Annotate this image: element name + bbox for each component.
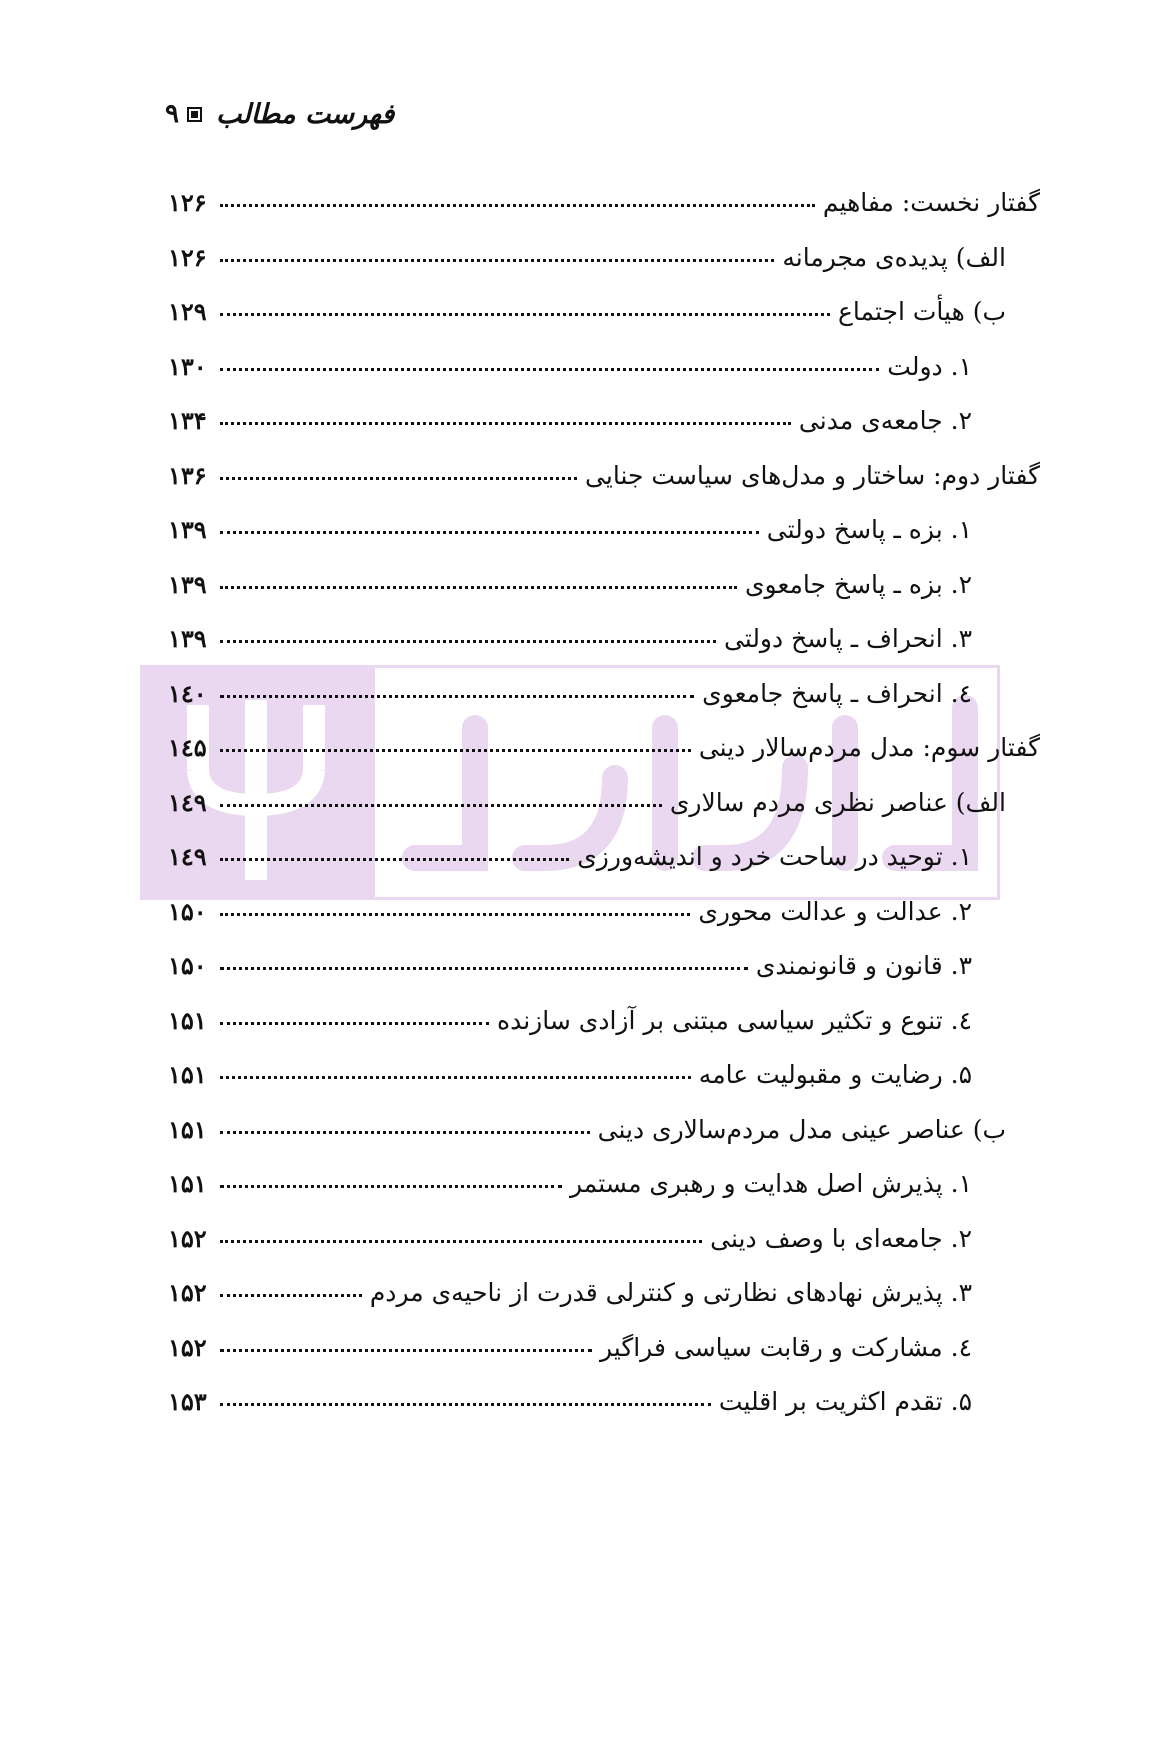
dot-leader [220,368,879,371]
toc-entry-title: ٤. مشارکت و رقابت سیاسی فراگیر [600,1332,972,1362]
dot-leader [220,1240,702,1243]
toc-entry [168,558,1040,613]
toc-entry-title: ب) عناصر عینی مدل مردم‌سالاری دینی [597,1114,1006,1144]
toc-entry [168,830,1040,885]
toc-entry [168,1375,1040,1430]
dot-leader [220,1185,562,1188]
toc-page-number: ۱۵۱ [168,1005,207,1035]
toc-page-number: ۱۵۳ [168,1387,207,1416]
toc-entry-title: الف) پدیده‌ی مجرمانه [782,242,1006,272]
toc-entry [168,1157,1040,1212]
square-icon [187,107,202,122]
toc-page-number: ۱٤۵ [168,733,207,762]
toc-page-number: ۱۵۲ [168,1332,207,1362]
toc-entry-title: ۲. عدالت و عدالت محوری [698,896,972,926]
toc-page-number: ۱٤۹ [168,787,207,817]
toc-entry-title: ب) هیأت اجتماع [838,297,1006,326]
dot-leader [220,1022,489,1025]
running-header [165,92,425,136]
toc-entry-title: گفتار سوم: مدل مردم‌سالار دینی [698,733,1040,762]
page-number: ۹ [165,99,179,129]
toc-entry-title: ۲. جامعه‌ای با وصف دینی [710,1223,972,1253]
toc-entry-title: ۲. جامعه‌ی مدنی [798,406,972,435]
toc-entry [168,1212,1040,1267]
toc-page-number: ۱۳۹ [168,569,207,599]
toc-entry [168,340,1040,395]
toc-entry-title: ۱. پذیرش اصل هدایت و رهبری مستمر [570,1169,972,1198]
toc-page-number: ۱۵۱ [168,1060,207,1089]
toc-page-number: ۱۳۹ [168,624,207,653]
toc-page-number: ۱۳۴ [168,406,207,435]
toc-entry-title: ٤. تنوع و تکثیر سیاسی مبتنی بر آزادی سازنده [497,1005,972,1035]
dot-leader [220,531,759,534]
toc-entry-title: ۱. توحید در ساحت خرد و اندیشه‌ورزی [577,842,972,871]
dot-leader [220,1131,590,1134]
toc-entry [168,449,1040,504]
dot-leader [220,858,569,861]
dot-leader [220,1403,711,1406]
toc-page-number: ۱۵۲ [168,1278,207,1307]
toc-page-number: ۱۵۰ [168,896,207,926]
toc-entry [168,776,1040,831]
toc-entry-title: ۵. رضایت و مقبولیت عامه [698,1060,972,1089]
dot-leader [220,1349,592,1352]
toc-page-number: ۱۲۶ [168,242,207,272]
toc-entry-title: الف) عناصر نظری مردم سالاری [669,787,1006,817]
dot-leader [220,640,716,643]
dot-leader [220,967,748,970]
dot-leader [220,313,830,316]
toc-page-number: ۱۲۹ [168,297,207,326]
toc-entry-title: گفتار نخست: مفاهیم [822,188,1040,217]
toc-entry-title: ۱. دولت [887,351,972,381]
toc-page-number: ۱۵۱ [168,1114,207,1144]
dot-leader [220,259,774,262]
toc-entry [168,667,1040,722]
page-title: فهرست مطالب [215,98,395,130]
toc-entry [168,612,1040,667]
table-of-contents [168,176,1040,1430]
toc-entry [168,285,1040,340]
toc-page-number: ۱۵۱ [168,1169,207,1198]
toc-entry-title: گفتار دوم: ساختار و مدل‌های سیاست جنایی [585,460,1040,490]
dot-leader [220,1076,691,1079]
dot-leader [220,422,791,425]
toc-entry-title: ۱. بزه ـ پاسخ دولتی [766,515,972,544]
dot-leader [220,913,690,916]
toc-entry-title: ۳. قانون و قانونمندی [755,951,972,980]
toc-page-number: ۱۵۰ [168,951,207,980]
toc-page-number: ۱۳۹ [168,515,207,544]
toc-entry [168,1321,1040,1376]
toc-entry-title: ۳. پذیرش نهادهای نظارتی و کنترلی قدرت از ناحیه‌ی مردم [369,1278,972,1307]
dot-leader [220,586,737,589]
toc-entry-title: ٤. انحراف ـ پاسخ جامعوی [702,678,972,708]
toc-page-number: ۱۲۶ [168,188,207,217]
toc-entry [168,394,1040,449]
toc-entry [168,176,1040,231]
toc-page-number: ۱۳۶ [168,460,207,490]
toc-page-number: ۱٤۰ [168,678,207,708]
toc-entry-title: ۳. انحراف ـ پاسخ دولتی [723,624,972,653]
toc-page-number: ۱۵۲ [168,1223,207,1253]
toc-entry [168,994,1040,1049]
dot-leader [220,695,694,698]
toc-entry-title: ۲. بزه ـ پاسخ جامعوی [744,569,972,599]
toc-entry [168,1048,1040,1103]
toc-entry [168,885,1040,940]
toc-entry [168,1103,1040,1158]
toc-page-number: ۱٤۹ [168,842,207,871]
dot-leader [220,749,691,752]
toc-entry [168,1266,1040,1321]
toc-entry [168,721,1040,776]
toc-page-number: ۱۳۰ [168,351,207,381]
toc-entry [168,939,1040,994]
dot-leader [220,804,662,807]
dot-leader [220,477,577,480]
toc-entry [168,503,1040,558]
toc-entry [168,231,1040,286]
dot-leader [220,204,815,207]
dot-leader [220,1294,362,1297]
toc-entry-title: ۵. تقدم اکثریت بر اقلیت [718,1387,972,1416]
